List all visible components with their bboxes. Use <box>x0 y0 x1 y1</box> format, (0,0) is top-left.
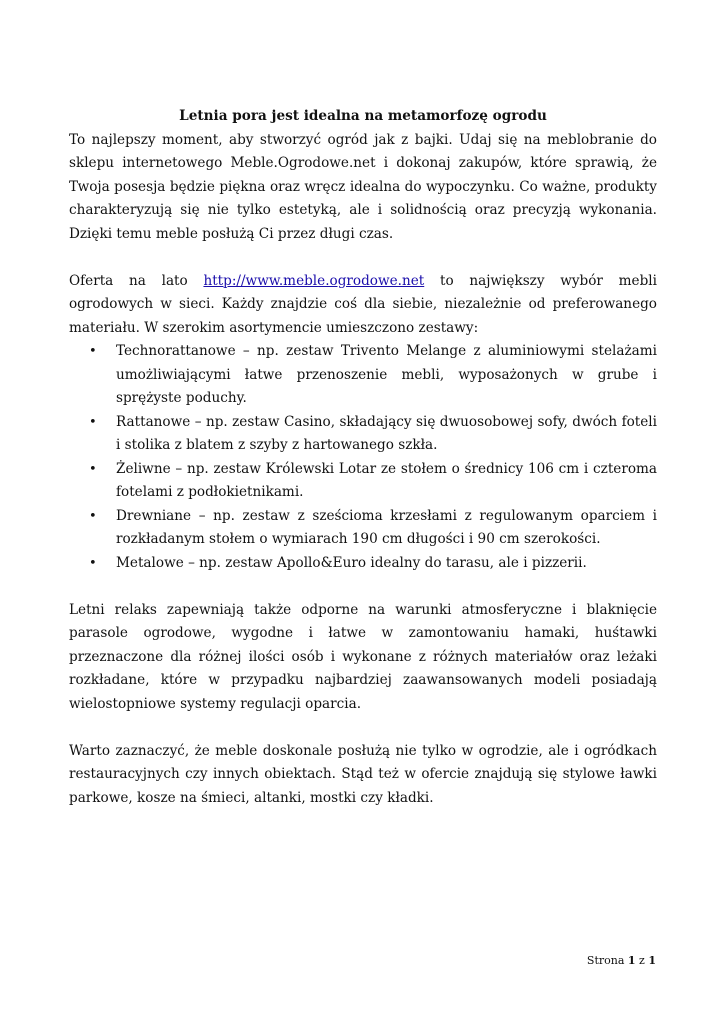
bullet-icon: • <box>89 508 97 524</box>
offer-text-before-link: Oferta na lato <box>69 272 204 289</box>
document-title: Letnia pora jest idealna na metamorfozę ogrodu <box>179 108 547 124</box>
list-item <box>69 458 657 505</box>
closing-paragraph: Warto zaznaczyć, że meble doskonale posłużą nie tylko w ogrodzie, ale i ogródkach restauracyjnych czy innych obiektach. Stąd też w ofercie znajdują się stylowe ławki parkowe, kosze na śmieci, altanki, mostki czy kładki. <box>69 742 657 806</box>
page-number-footer <box>587 954 656 967</box>
list-item-text: Metalowe – np. zestaw Apollo&Euro idealny do tarasu, ale i pizzerii. <box>116 554 587 571</box>
list-item-text: Technorattanowe – np. zestaw Trivento Melange z aluminiowymi stelażami umożliwiającymi łatwe przenoszenie mebli, wyposażonych w grube i sprężyste poduchy. <box>116 343 657 406</box>
list-item <box>69 340 657 411</box>
bullet-icon: • <box>89 555 97 571</box>
bullet-icon: • <box>89 344 97 359</box>
list-item <box>69 552 657 576</box>
furniture-sets-list <box>69 340 657 575</box>
list-item <box>69 411 657 458</box>
intro-paragraph: To najlepszy moment, aby stworzyć ogród jak z bajki. Udaj się na meblobranie do sklepu internetowego Meble.Ogrodowe.net i dokonaj zakupów, które sprawią, że Twoja posesja będzie piękna oraz wręcz idealna do wypoczynku. Co ważne, produkty charakteryzują się nie tylko estetyką, ale i solidnością oraz precyzją wykonania. Dzięki temu meble posłużą Ci przez długi czas. <box>69 131 657 242</box>
list-item <box>69 505 657 552</box>
store-link[interactable]: http://www.meble.ogrodowe.net <box>203 272 425 289</box>
footer-of: z <box>639 954 645 967</box>
footer-label: Strona <box>586 954 625 967</box>
offer-text-after-link: to największy wybór mebli ogrodowych w sieci. Każdy znajdzie coś dla siebie, niezależnie od preferowanego materiału. W szerokim asortymencie umieszczono zestawy: <box>69 272 657 336</box>
list-item-text: Drewniane – np. zestaw z sześcioma krzesłami z regulowanym oparciem i rozkładanym stołem o wymiarach 190 cm długości i 90 cm szerokości. <box>116 507 657 547</box>
list-item-text: Żeliwne – np. zestaw Królewski Lotar ze stołem o średnicy 106 cm i czteroma fotelami z podłokietnikami. <box>116 460 657 500</box>
bullet-icon: • <box>89 461 97 477</box>
footer-current-page: 1 <box>627 954 636 967</box>
list-item-text: Rattanowe – np. zestaw Casino, składający się dwuosobowej sofy, dwóch foteli i stolika z blatem z szyby z hartowanego szkła. <box>116 413 657 453</box>
bullet-icon: • <box>89 414 97 430</box>
relax-paragraph: Letni relaks zapewniają także odporne na warunki atmosferyczne i blaknięcie parasole ogrodowe, wygodne i łatwe w zamontowaniu hamaki, huśtawki przeznaczone dla różnej ilości osób i wykonane z różnych materiałów oraz leżaki rozkładane, które w przypadku najbardziej zaawansowanych modeli posiadają wielostopniowe systemy regulacji oparcia. <box>69 601 657 712</box>
document-body <box>69 105 657 810</box>
footer-total-pages: 1 <box>648 954 656 967</box>
offer-paragraph <box>69 270 657 341</box>
